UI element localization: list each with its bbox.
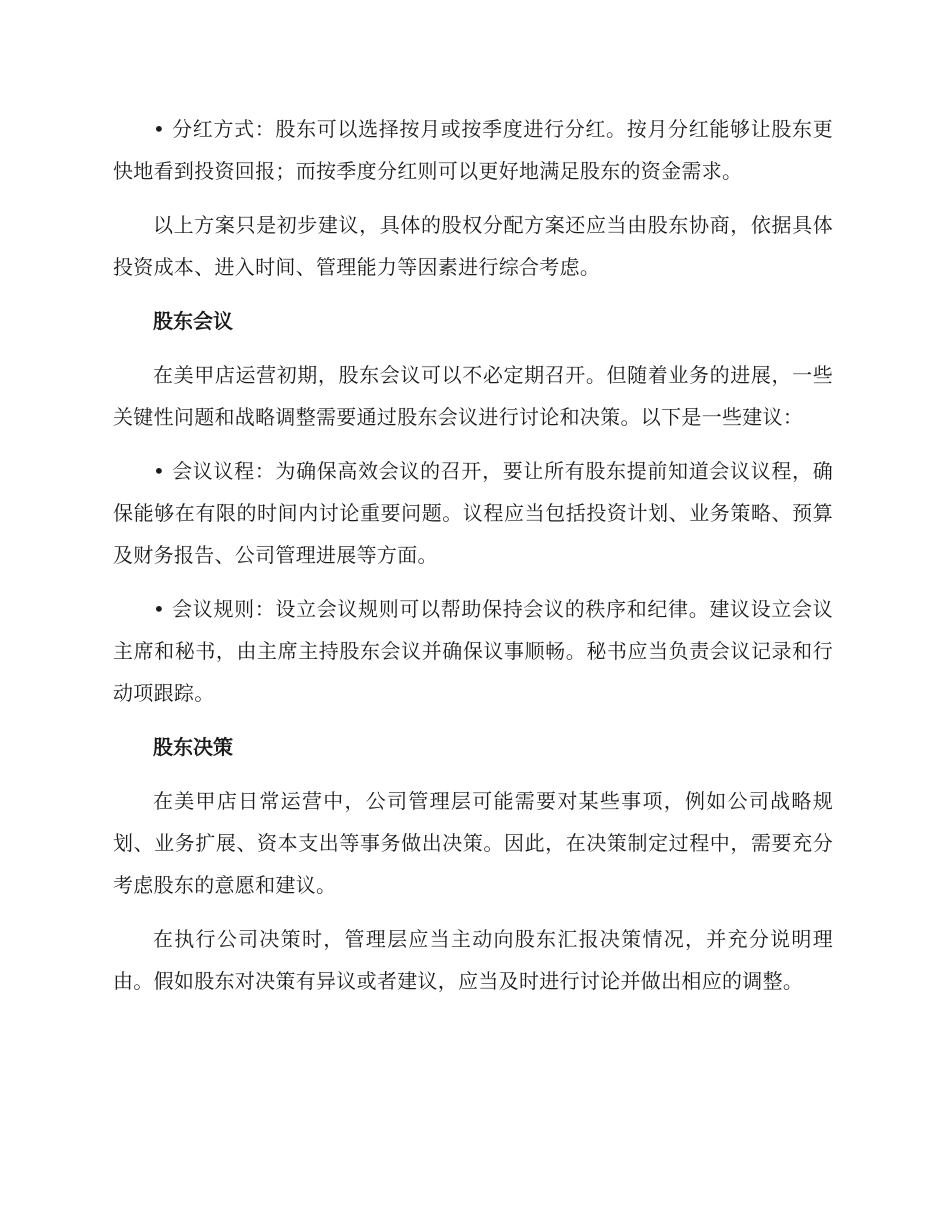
document-page: [113, 108, 833, 1014]
paragraph-meeting-intro: 在美甲店运营初期，股东会议可以不必定期召开。但随着业务的进展，一些关键性问题和战略调整需要通过股东会议进行讨论和决策。以下是一些建议：: [113, 363, 833, 429]
paragraph-meeting-agenda: • 会议议程：为确保高效会议的召开，要让所有股东提前知道会议议程，确保能够在有限的时间内讨论重要问题。议程应当包括投资计划、业务策略、预算及财务报告、公司管理进展等方面。: [113, 459, 833, 567]
paragraph-decision-execution: 在执行公司决策时，管理层应当主动向股东汇报决策情况，并充分说明理由。假如股东对决策有异议或者建议，应当及时进行讨论并做出相应的调整。: [113, 927, 833, 993]
heading-shareholder-decision: 股东决策: [153, 735, 233, 759]
paragraph-dividend-method: • 分红方式：股东可以选择按月或按季度进行分红。按月分红能够让股东更快地看到投资回报；而按季度分红则可以更好地满足股东的资金需求。: [113, 117, 833, 183]
paragraph-meeting-rules: • 会议规则：设立会议规则可以帮助保持会议的秩序和纪律。建议设立会议主席和秘书，由主席主持股东会议并确保议事顺畅。秘书应当负责会议记录和行动项跟踪。: [113, 597, 833, 705]
paragraph-decision-intro: 在美甲店日常运营中，公司管理层可能需要对某些事项，例如公司战略规划、业务扩展、资本支出等事务做出决策。因此，在决策制定过程中，需要充分考虑股东的意愿和建议。: [113, 789, 833, 897]
heading-shareholder-meeting: 股东会议: [153, 309, 233, 333]
paragraph-preliminary-advice: 以上方案只是初步建议，具体的股权分配方案还应当由股东协商，依据具体投资成本、进入时间、管理能力等因素进行综合考虑。: [113, 213, 833, 279]
